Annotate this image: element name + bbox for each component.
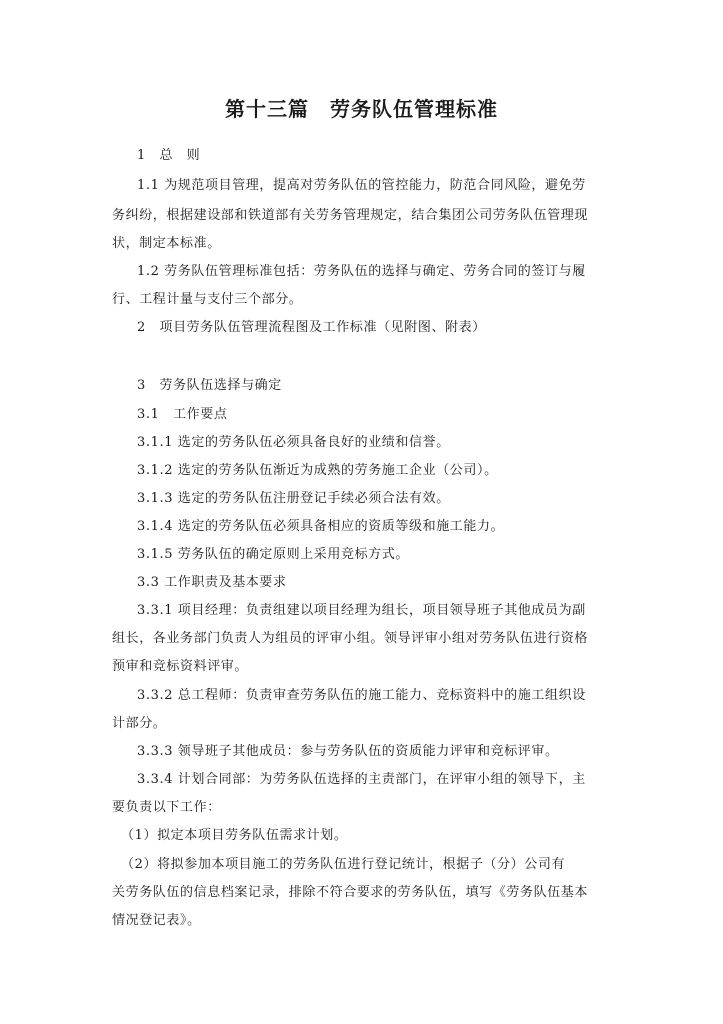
paragraph-line: 3.3.3 领导班子其他成员：参与劳务队伍的资质能力评审和竞标评审。	[137, 744, 559, 759]
paragraph-line: 务纠纷，根据建设部和铁道部有关劳务管理规定，结合集团公司劳务队伍管理现	[112, 208, 589, 223]
paragraph-line: 组长，各业务部门负责人为组员的评审小组。领导评审小组对劳务队伍进行资格	[112, 631, 589, 646]
paragraph-line: 3.3.4 计划合同部：为劳务队伍选择的主责部门，在评审小组的领导下，主	[137, 772, 586, 787]
paragraph-line: 预审和竞标资料评审。	[112, 659, 249, 674]
list-item: 3.1.3 选定的劳务队伍注册登记手续必须合法有效。	[137, 491, 450, 506]
list-item: 3.1.2 选定的劳务队伍渐近为成熟的劳务施工企业（公司）。	[137, 463, 498, 478]
paragraph-line: 1.2 劳务队伍管理标准包括：劳务队伍的选择与确定、劳务合同的签订与履	[137, 264, 586, 279]
list-item: （1）拟定本项目劳务队伍需求计划。	[121, 828, 348, 843]
paragraph-line: 状，制定本标准。	[112, 236, 221, 251]
list-item: 3.1.5 劳务队伍的确定原则上采用竞标方式。	[137, 547, 410, 562]
paragraph-line: 行、工程计量与支付三个部分。	[112, 292, 303, 307]
list-item: （2）将拟参加本项目施工的劳务队伍进行登记统计，根据子（分）公司有	[121, 857, 566, 872]
paragraph-line: 要负责以下工作：	[112, 800, 221, 815]
section-3-heading: 3 劳务队伍选择与确定	[137, 378, 282, 393]
page-title: 第十三篇 劳务队伍管理标准	[225, 97, 498, 121]
paragraph-line: 3.3.2 总工程师：负责审查劳务队伍的施工能力、竞标资料中的施工组织设	[137, 688, 586, 703]
section-2-heading: 2 项目劳务队伍管理流程图及工作标准（见附图、附表）	[137, 320, 486, 335]
paragraph-line: 1.1 为规范项目管理，提高对劳务队伍的管控能力，防范合同风险，避免劳	[137, 178, 586, 193]
list-item: 3.1.4 选定的劳务队伍必须具备相应的资质等级和施工能力。	[137, 519, 505, 534]
paragraph-line: 关劳务队伍的信息档案记录，排除不符合要求的劳务队伍，填写《劳务队伍基本	[112, 885, 589, 900]
paragraph-line: 情况登记表》。	[112, 913, 201, 928]
subsection-heading: 3.1 工作要点	[137, 407, 228, 422]
subsection-heading: 3.3 工作职责及基本要求	[137, 575, 287, 590]
paragraph-line: 3.3.1 项目经理：负责组建以项目经理为组长，项目领导班子其他成员为副	[137, 603, 586, 618]
section-1-heading: 1 总 则	[137, 148, 201, 163]
paragraph-line: 计部分。	[112, 716, 167, 731]
list-item: 3.1.1 选定的劳务队伍必须具备良好的业绩和信誉。	[137, 435, 450, 450]
